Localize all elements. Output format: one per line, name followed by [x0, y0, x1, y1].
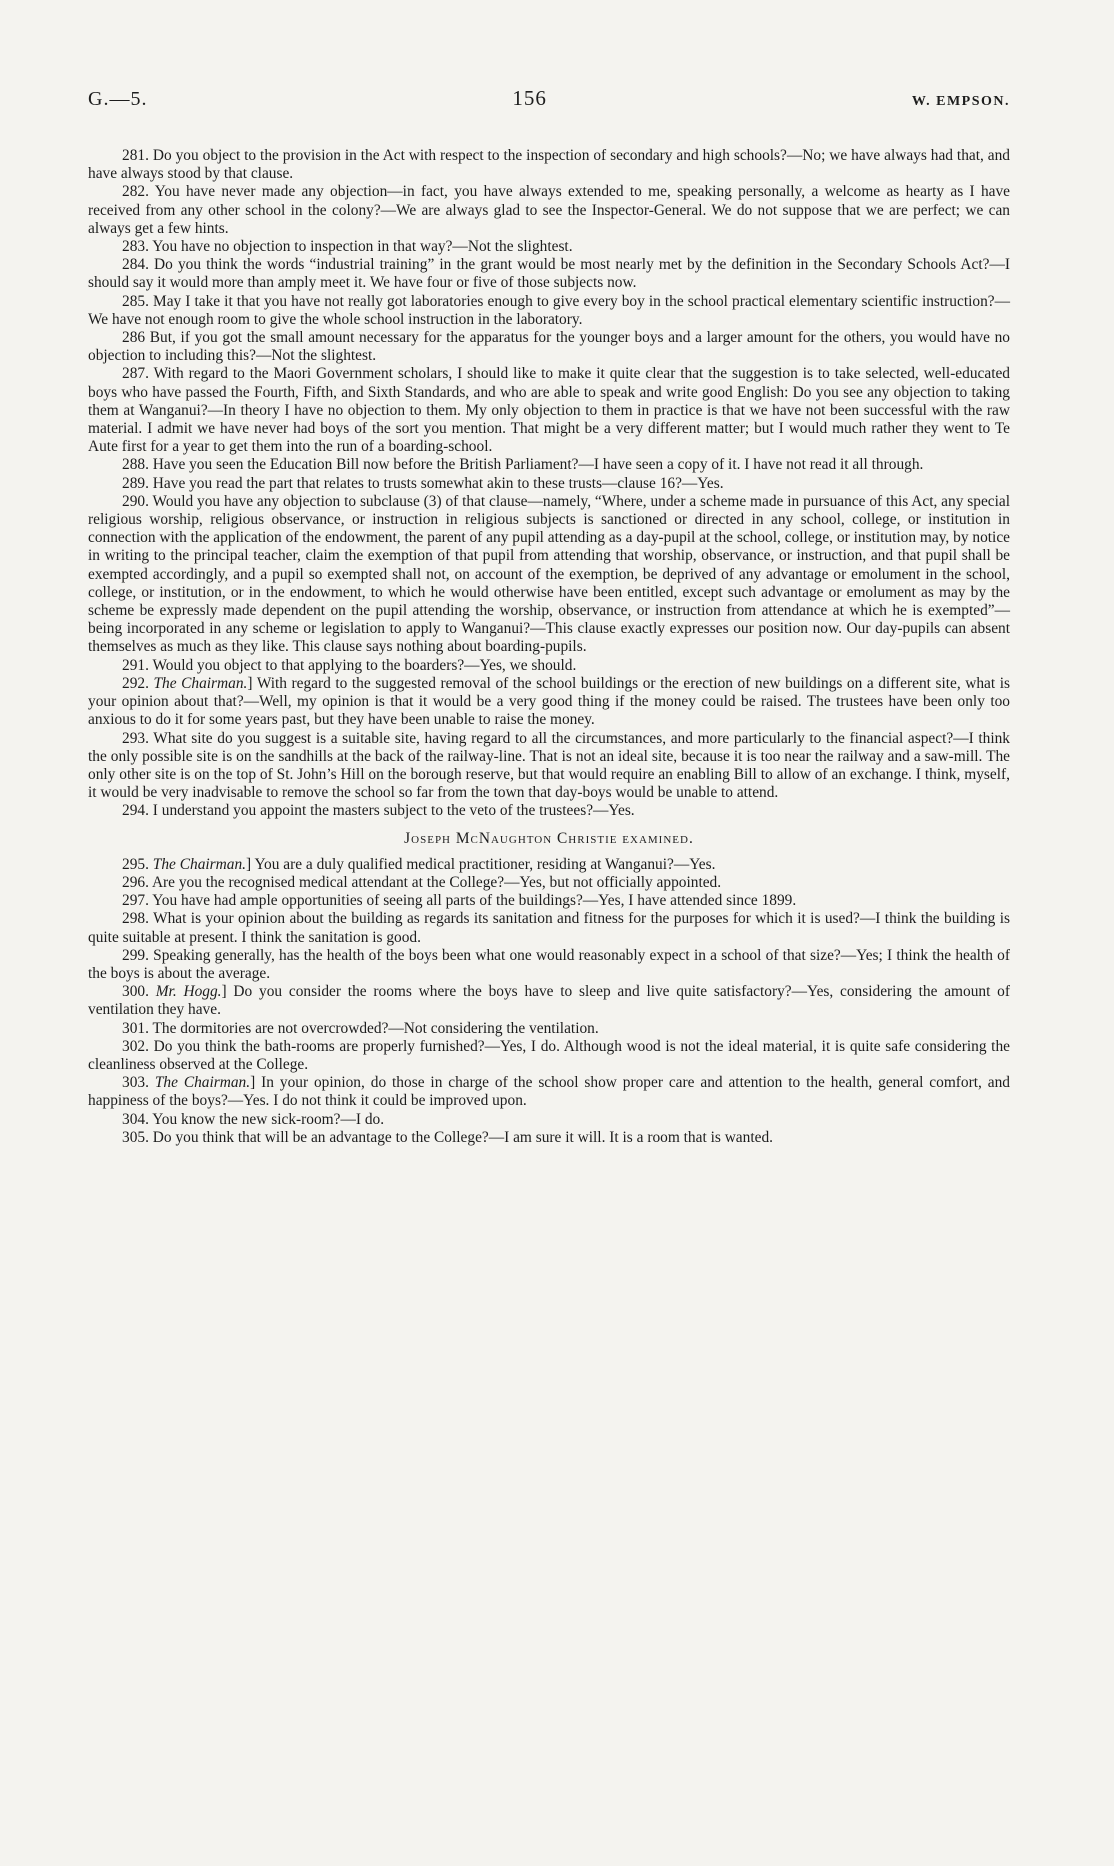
- question-number: 303.: [122, 1074, 149, 1092]
- question-paragraph: [88, 293, 1010, 329]
- question-number: 298.: [122, 910, 149, 928]
- question-text: Would you have any objection to subclause (3) of that clause—namely, “Where, under a scheme made in pursuance of this Act, any special religious worship, religious observance, or instruction in religious subjects is sanctioned or directed in any school, college, or institution in connection with the application of the endowment, the parent of any pupil attending as a day-pupil at the school, college, or institution may, by notice in writing to the principal teacher, claim the exemption of that pupil from attending that worship, observance, or instruction, and that pupil shall be exempted accordingly, and a pupil so exempted shall not, on account of the exemption, be deprived of any advantage or emolument in the school, college, or institution, or in the endowment, to which he would otherwise have been entitled, except such advantage or emolument as may by the scheme be expressly made dependent on the pupil attending the worship, observance, or instruction from attendance at which he is exempted”—being incorporated in any scheme or legislation to apply to Wanganui?—This clause exactly expresses our position now. Our day-pupils can absent themselves as much as they like. This clause says nothing about boarding-pupils.: [88, 492, 1010, 656]
- question-number: 295.: [122, 855, 149, 873]
- question-paragraph: [88, 910, 1010, 946]
- testimony-body: [88, 147, 1010, 1147]
- question-paragraph: [88, 657, 1010, 675]
- speaker-bracket: ]: [246, 855, 252, 873]
- question-number: 296.: [122, 873, 149, 891]
- speaker-bracket: ]: [221, 983, 227, 1001]
- question-text: You have no objection to inspection in that way?—Not the slightest.: [152, 238, 573, 256]
- question-paragraph: [88, 1038, 1010, 1074]
- question-paragraph: [88, 947, 1010, 983]
- speaker-name: The Chairman.: [153, 674, 248, 692]
- question-paragraph: [88, 365, 1010, 456]
- question-text: You are a duly qualified medical practitioner, residing at Wanganui?—Yes.: [254, 855, 716, 873]
- question-number: 285.: [122, 292, 149, 310]
- question-paragraph: [88, 892, 1010, 910]
- question-text: With regard to the suggested removal of the school buildings or the erection of new buildings on a different site, what is your opinion about that?—Well, my opinion is that it would be a very good thing if the money could be raised. The trustees have been only too anxious to do it for some years past, but they have been unable to raise the money.: [88, 674, 1010, 729]
- question-paragraph: [88, 238, 1010, 256]
- question-text: Would you object to that applying to the boarders?—Yes, we should.: [152, 656, 577, 674]
- question-text: You have had ample opportunities of seeing all parts of the buildings?—Yes, I have attended since 1899.: [152, 892, 797, 910]
- question-text: The dormitories are not overcrowded?—Not considering the ventilation.: [152, 1019, 599, 1037]
- question-text: Do you think that will be an advantage to the College?—I am sure it will. It is a room that is wanted.: [152, 1128, 773, 1146]
- question-text: You have never made any objection—in fact, you have always extended to me, speaking personally, a welcome as hearty as I have received from any other school in the colony?—We are always glad to see the Inspector-General. We do not suppose that we are perfect; we can always get a few hints.: [88, 183, 1010, 237]
- question-number: 283.: [122, 238, 149, 256]
- question-number: 282.: [122, 183, 149, 201]
- question-text: Speaking generally, has the health of the boys been what one would reasonably expect in a school of that size?—Yes; I think the health of the boys is about the average.: [88, 946, 1010, 982]
- question-number: 305.: [122, 1128, 149, 1146]
- question-paragraph: [88, 802, 1010, 820]
- question-text: Are you the recognised medical attendant at the College?—Yes, but not officially appointed.: [151, 873, 722, 891]
- question-number: 292.: [122, 674, 149, 692]
- question-text: In your opinion, do those in charge of the school show proper care and attention to the health, general comfort, and happiness of the boys?—Yes. I do not think it could be improved upon.: [88, 1074, 1010, 1110]
- question-text: But, if you got the small amount necessary for the apparatus for the younger boys and a larger amount for the others, you would have no objection to including this?—Not the slightest.: [88, 329, 1010, 365]
- question-paragraph: [88, 183, 1010, 238]
- question-text: With regard to the Maori Government scholars, I should like to make it quite clear that the suggestion is to take selected, well-educated boys who have passed the Fourth, Fifth, and Sixth Standards, and who are able to speak and write good English: Do you see any objection to taking them at Wanganui?—In theory I have no objection to them. My only objection to them in practice is that we have not been successful with the raw material. I admit we have never had boys of the sort you mention. That might be a very different matter; but I would much rather they went to Te Aute first for a year to get them into the run of a boarding-school.: [88, 365, 1010, 456]
- question-paragraph: [88, 1074, 1010, 1110]
- question-number: 301.: [122, 1019, 149, 1037]
- question-number: 294.: [122, 802, 149, 820]
- question-paragraph: [88, 1111, 1010, 1129]
- question-text: Do you think the bath-rooms are properly furnished?—Yes, I do. Although wood is not the ideal material, it is quite safe considering the cleanliness observed at the College.: [88, 1037, 1010, 1073]
- section-heading: Joseph McNaughton Christie examined.: [404, 829, 694, 847]
- question-paragraph: [88, 456, 1010, 474]
- speaker-bracket: ]: [247, 674, 253, 692]
- testimony-block-christie: [88, 856, 1010, 1147]
- question-paragraph: [88, 856, 1010, 874]
- question-text: Do you object to the provision in the Act with respect to the inspection of secondary and high schools?—No; we have always had that, and have always stood by that clause.: [88, 147, 1010, 183]
- question-paragraph: [88, 493, 1010, 657]
- question-text: Have you read the part that relates to trusts somewhat akin to these trusts—clause 16?—Yes.: [152, 474, 724, 492]
- question-paragraph: [88, 256, 1010, 292]
- question-number: 291.: [122, 656, 149, 674]
- speaker-name: The Chairman.: [154, 1074, 251, 1092]
- question-number: 289.: [122, 474, 149, 492]
- question-number: 290.: [122, 492, 149, 510]
- question-text: May I take it that you have not really got laboratories enough to give every boy in the school practical elementary scientific instruction?—We have not enough room to give the whole school instruction in the laboratory.: [88, 292, 1010, 328]
- question-paragraph: [88, 874, 1010, 892]
- question-number: 302.: [122, 1037, 149, 1055]
- document-code: G.—5.: [88, 88, 148, 110]
- question-text: Have you seen the Education Bill now before the British Parliament?—I have seen a copy of it. I have not read it all through.: [152, 456, 924, 474]
- question-number: 293.: [122, 729, 149, 747]
- question-text: Do you think the words “industrial training” in the grant would be most nearly met by the definition in the Secondary Schools Act?—I should say it would more than amply meet it. We have four or five of those subjects now.: [88, 256, 1010, 292]
- question-paragraph: [88, 730, 1010, 803]
- question-number: 300.: [122, 983, 149, 1001]
- question-paragraph: [88, 983, 1010, 1019]
- question-paragraph: [88, 329, 1010, 365]
- question-number: 284.: [122, 256, 149, 274]
- question-paragraph: [88, 147, 1010, 183]
- question-number: 297.: [122, 892, 149, 910]
- question-paragraph: [88, 1129, 1010, 1147]
- question-text: I understand you appoint the masters subject to the veto of the trustees?—Yes.: [152, 802, 635, 820]
- speaker-name: The Chairman.: [152, 855, 247, 873]
- question-number: 304.: [122, 1110, 149, 1128]
- question-text: What site do you suggest is a suitable site, having regard to all the circumstances, and more particularly to the financial aspect?—I think the only possible site is on the sandhills at the back of the railway-line. That is not an ideal site, because it is too near the railway and a saw-mill. The only other site is on the top of St. John’s Hill on the borough reserve, but that would require an enabling Bill to allow of an exchange. I think, myself, it would be very inadvisable to remove the school so far from the town that day-boys would be unable to attend.: [88, 729, 1010, 802]
- speaker-name: Mr. Hogg.: [155, 983, 222, 1001]
- page-number: 156: [512, 86, 547, 110]
- question-number: 288.: [122, 456, 149, 474]
- witness-name: W. EMPSON.: [911, 94, 1010, 109]
- question-number: 286: [122, 329, 146, 347]
- speaker-bracket: ]: [250, 1074, 256, 1092]
- question-text: What is your opinion about the building as regards its sanitation and fitness for the purposes for which it is used?—I think the building is quite suitable at present. I think the sanitation is good.: [88, 910, 1010, 946]
- question-text: Do you consider the rooms where the boys have to sleep and live quite satisfactory?—Yes, considering the amount of ventilation they have.: [88, 983, 1010, 1019]
- question-text: You know the new sick-room?—I do.: [152, 1110, 385, 1128]
- question-paragraph: [88, 675, 1010, 730]
- question-paragraph: [88, 1020, 1010, 1038]
- question-number: 281.: [122, 147, 149, 164]
- question-number: 287.: [122, 365, 149, 383]
- page-header: [88, 86, 1010, 111]
- testimony-block-empson: [88, 147, 1010, 821]
- question-paragraph: [88, 475, 1010, 493]
- question-number: 299.: [122, 946, 149, 964]
